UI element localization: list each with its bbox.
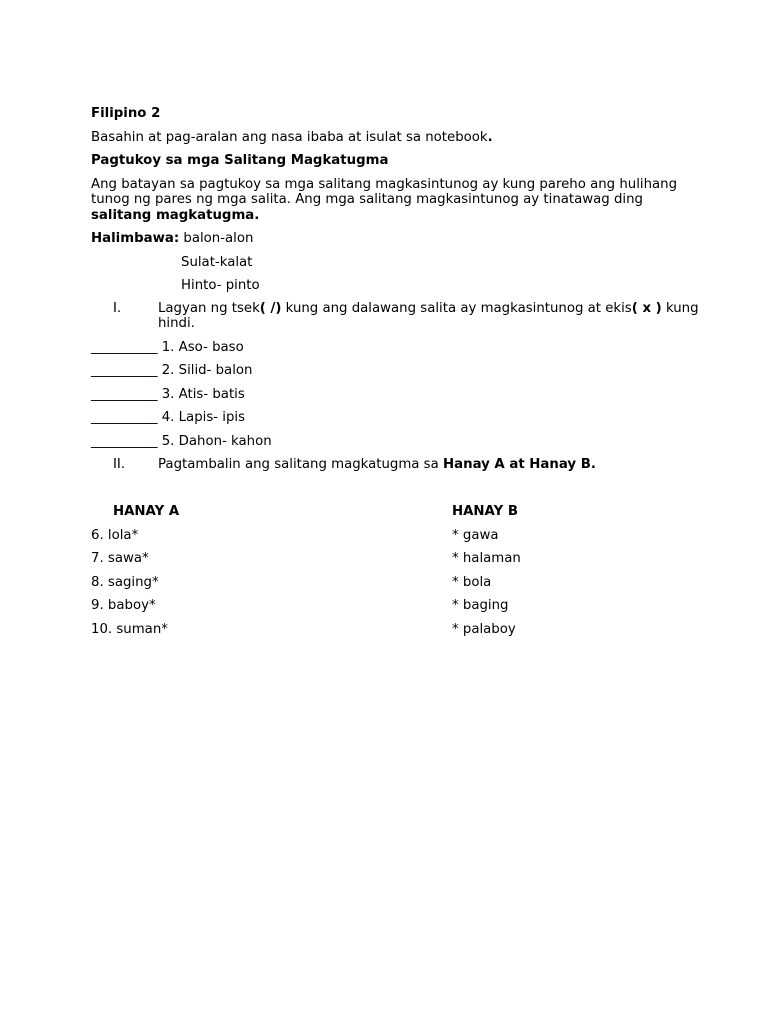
column-b-item: * gawa [452, 528, 499, 543]
instruction-line [91, 130, 493, 146]
item-text: 3. Atis- batis [161, 387, 245, 402]
example-item: Hinto- pinto [181, 278, 260, 293]
paragraph-line-2: tunog ng pares ng mga salita. Ang mga salitang magkasintunog ay tinatawag ding [91, 192, 643, 207]
paragraph-line-1: Ang batayan sa pagtukoy sa mga salitang magkasintunog ay kung pareho ang hulihang [91, 177, 678, 192]
item-text: 4. Lapis- ipis [161, 410, 246, 425]
answer-blank: __________ [91, 410, 158, 425]
part2-instruction [158, 457, 596, 473]
column-b-item: * palaboy [452, 622, 516, 637]
part1-text: kung ang dalawang salita ay magkasintunog at ekis [281, 301, 632, 316]
answer-item-4 [91, 410, 245, 426]
column-b-item: * halaman [452, 551, 521, 566]
x-mark-symbol: ( x ) [631, 301, 662, 316]
part1-instruction-line-2: hindi. [158, 316, 195, 331]
answer-item-3 [91, 387, 245, 403]
answer-blank: __________ [91, 387, 158, 402]
column-a-item: 7. sawa* [91, 551, 149, 566]
answer-item-1 [91, 340, 244, 356]
column-a-item: 6. lola* [91, 528, 139, 543]
paragraph-term: salitang magkatugma. [91, 208, 260, 223]
part1-text: Lagyan ng tsek [158, 301, 260, 316]
column-b-header: HANAY B [452, 504, 518, 519]
item-text: 1. Aso- baso [161, 340, 244, 355]
item-text: 2. Silid- balon [161, 363, 253, 378]
part2-numeral: II. [113, 457, 126, 472]
column-b-item: * baging [452, 598, 509, 613]
example-item: Sulat-kalat [181, 255, 253, 270]
column-a-header: HANAY A [113, 504, 180, 519]
subject-title: Filipino 2 [91, 106, 161, 121]
instruction-text: Basahin at pag-aralan ang nasa ibaba at isulat sa notebook [91, 130, 488, 145]
lesson-title: Pagtukoy sa mga Salitang Magkatugma [91, 153, 389, 168]
column-a-item: 10. suman* [91, 622, 168, 637]
answer-blank: __________ [91, 434, 158, 449]
answer-blank: __________ [91, 363, 158, 378]
answer-item-5 [91, 434, 272, 450]
part2-text: Pagtambalin ang salitang magkatugma sa [158, 457, 443, 472]
answer-item-2 [91, 363, 252, 379]
part2-columns-ref: Hanay A at Hanay B. [443, 457, 596, 472]
example-line [91, 231, 253, 247]
check-mark-symbol: ( /) [259, 301, 282, 316]
answer-blank: __________ [91, 340, 158, 355]
example-label: Halimbawa: [91, 231, 180, 246]
column-a-item: 9. baboy* [91, 598, 156, 613]
part1-instruction-line-1 [158, 301, 699, 317]
column-b-item: * bola [452, 575, 492, 590]
column-a-item: 8. saging* [91, 575, 159, 590]
item-text: 5. Dahon- kahon [161, 434, 272, 449]
instruction-period: . [487, 130, 493, 145]
example-item: balon-alon [183, 231, 254, 246]
part1-text: kung [661, 301, 699, 316]
part1-numeral: I. [113, 301, 122, 316]
